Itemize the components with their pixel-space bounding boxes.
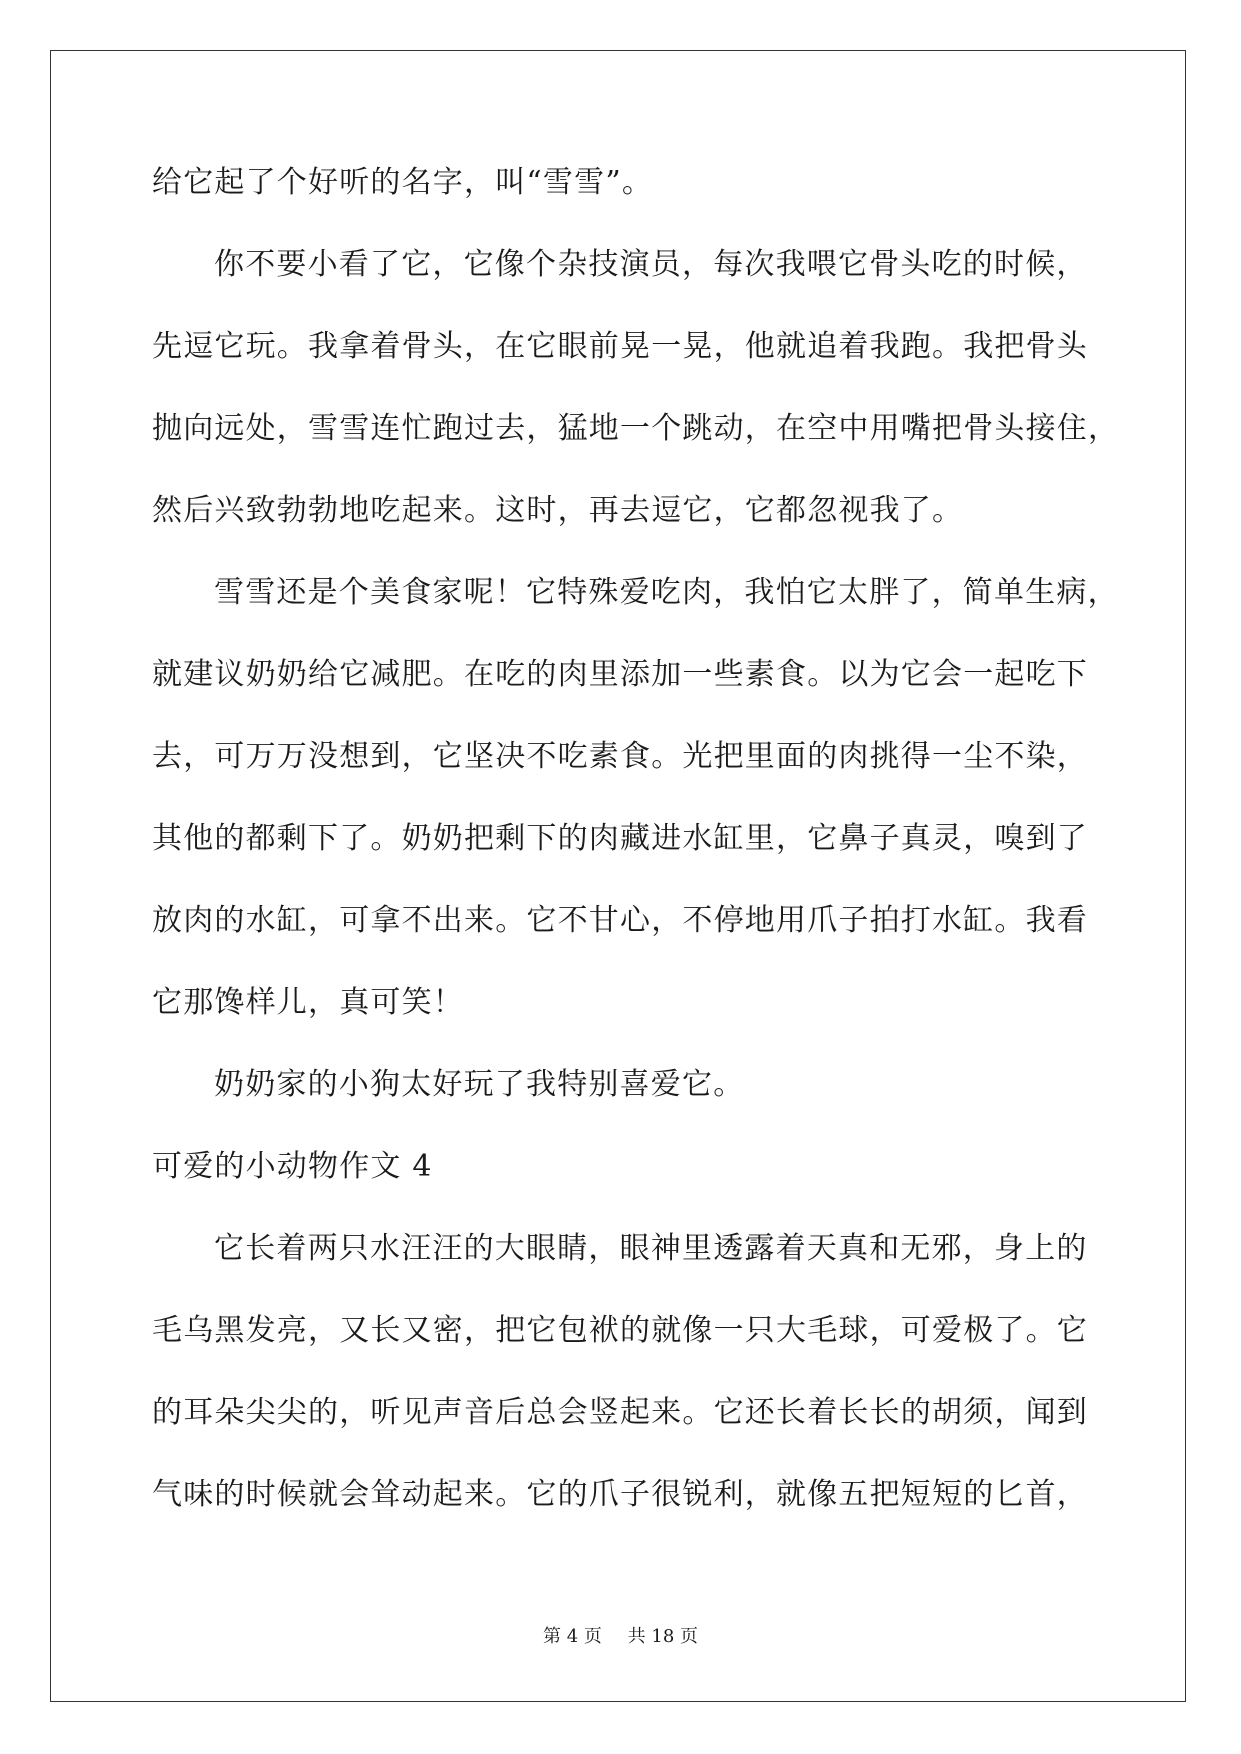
text-line: 抛向远处，雪雪连忙跑过去，猛地一个跳动，在空中用嘴把骨头接住，	[152, 411, 1120, 446]
text-line: 的耳朵尖尖的，听见声音后总会竖起来。它还长着长长的胡须，闻到	[152, 1395, 1088, 1430]
text-line: 其他的都剩下了。奶奶把剩下的肉藏进水缸里，它鼻子真灵，嗅到了	[152, 821, 1088, 856]
text-line: 然后兴致勃勃地吃起来。这时，再去逗它，它都忽视我了。	[152, 493, 964, 528]
text-line: 雪雪还是个美食家呢！它特殊爱吃肉，我怕它太胖了，简单生病，	[214, 575, 1119, 610]
section-heading: 可爱的小动物作文 4	[152, 1149, 433, 1184]
text-line: 气味的时候就会耸动起来。它的爪子很锐利，就像五把短短的匕首，	[152, 1477, 1088, 1512]
text-line: 它长着两只水汪汪的大眼睛，眼神里透露着天真和无邪，身上的	[214, 1231, 1088, 1266]
text-line: 毛乌黑发亮，又长又密，把它包袱的就像一只大毛球，可爱极了。它	[152, 1313, 1088, 1348]
text-line: 你不要小看了它，它像个杂技演员，每次我喂它骨头吃的时候，	[214, 247, 1088, 282]
text-line: 去，可万万没想到，它坚决不吃素食。光把里面的肉挑得一尘不染，	[152, 739, 1088, 774]
document-body	[152, 162, 1120, 1556]
page-total: 共 18 页	[627, 1626, 698, 1647]
text-line: 先逗它玩。我拿着骨头，在它眼前晃一晃，他就追着我跑。我把骨头	[152, 329, 1088, 364]
text-line: 放肉的水缸，可拿不出来。它不甘心，不停地用爪子拍打水缸。我看	[152, 903, 1088, 938]
page-footer	[0, 1622, 1241, 1648]
text-line: 奶奶家的小狗太好玩了我特别喜爱它。	[214, 1067, 745, 1102]
text-line: 它那馋样儿，真可笑！	[152, 985, 464, 1020]
text-line: 给它起了个好听的名字，叫“雪雪”。	[152, 165, 654, 200]
page-number: 第 4 页	[543, 1626, 602, 1647]
text-line: 就建议奶奶给它减肥。在吃的肉里添加一些素食。以为它会一起吃下	[152, 657, 1088, 692]
